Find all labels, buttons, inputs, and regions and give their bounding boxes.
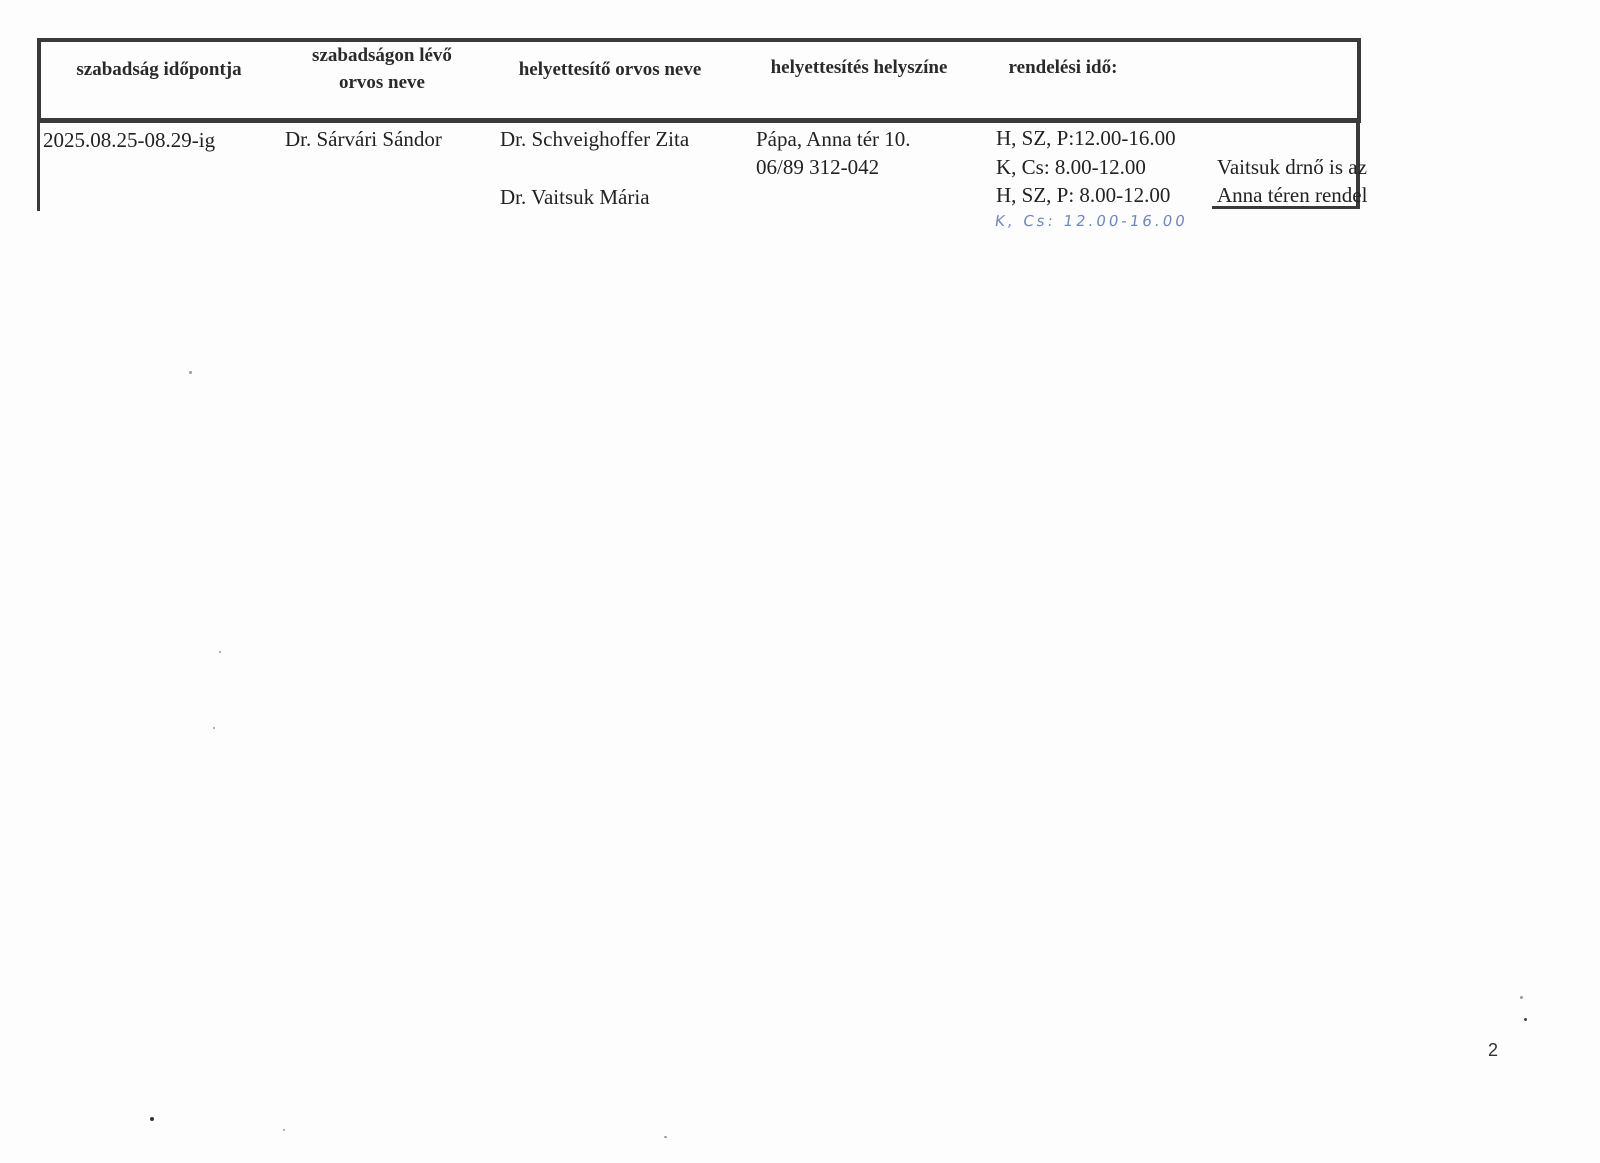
scan-speck bbox=[1524, 1018, 1527, 1021]
scan-speck bbox=[1520, 996, 1523, 999]
header-absent-doctor: szabadságon lévő orvos neve bbox=[312, 45, 452, 93]
scan-speck bbox=[664, 1136, 667, 1138]
handwritten-hours-note: K, Cs: 12.00-16.00 bbox=[993, 212, 1190, 230]
header-substitute-doctor: helyettesítő orvos neve bbox=[518, 59, 702, 80]
scan-speck bbox=[213, 727, 215, 729]
cell-location-phone: 06/89 312-042 bbox=[756, 155, 880, 179]
table-header bbox=[37, 38, 1361, 123]
header-office-hours: rendelési idő: bbox=[1008, 57, 1118, 78]
header-substitution-location: helyettesítés helyszíne bbox=[770, 57, 948, 78]
cell-hours-2: K, Cs: 8.00-12.00 bbox=[996, 155, 1146, 179]
cell-note-1: Vaitsuk drnő is az bbox=[1217, 155, 1367, 179]
cell-note-2: Anna téren rendel bbox=[1217, 183, 1368, 207]
cell-substitute-doctor-2: Dr. Vaitsuk Mária bbox=[500, 185, 650, 209]
cell-substitute-doctor-1: Dr. Schveighoffer Zita bbox=[500, 127, 690, 151]
scan-speck bbox=[283, 1129, 285, 1131]
cell-vacation-date: 2025.08.25-08.29-ig bbox=[43, 128, 216, 152]
cell-location-address: Pápa, Anna tér 10. bbox=[756, 127, 911, 151]
cell-absent-doctor: Dr. Sárvári Sándor bbox=[285, 127, 442, 151]
table-left-border bbox=[37, 121, 40, 211]
header-vacation-date: szabadság időpontja bbox=[76, 59, 242, 80]
scan-speck bbox=[189, 371, 192, 374]
scan-speck bbox=[150, 1117, 154, 1121]
page-number: 2 bbox=[1488, 1040, 1499, 1060]
cell-hours-1: H, SZ, P:12.00-16.00 bbox=[996, 126, 1176, 150]
scan-speck bbox=[219, 651, 221, 653]
cell-hours-3: H, SZ, P: 8.00-12.00 bbox=[996, 183, 1171, 207]
